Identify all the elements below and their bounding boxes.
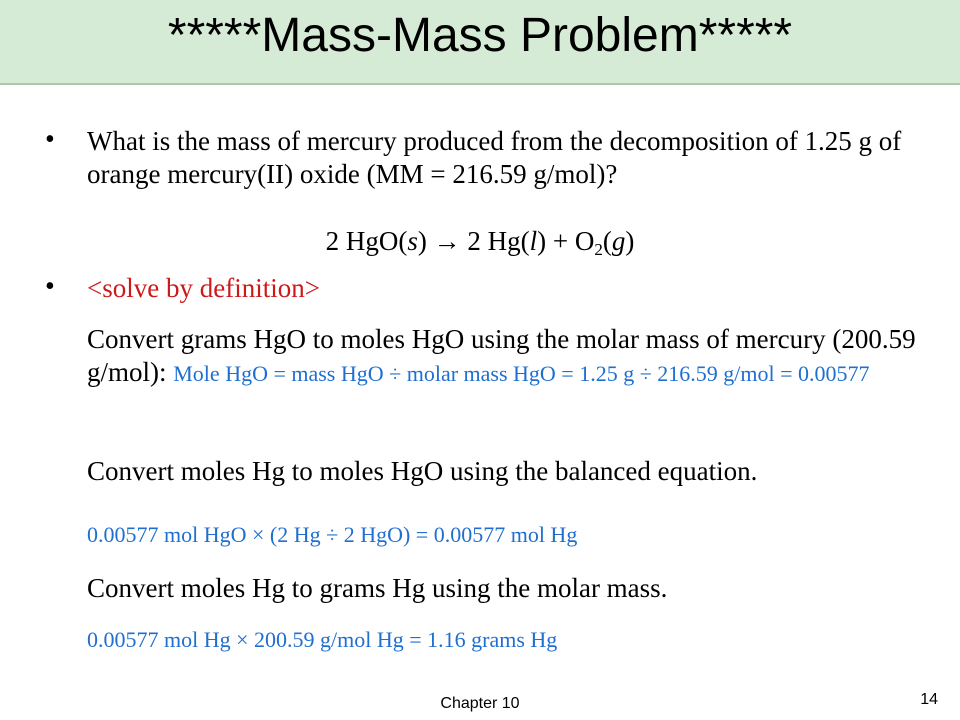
solve-label: <solve by definition> [87,273,320,303]
step3-calc: 0.00577 mol Hg × 200.59 g/mol Hg = 1.16 grams Hg [87,627,558,652]
step1-text: Convert grams HgO to moles HgO using the molar mass of mercury (200.59 g/mol): [87,324,916,387]
slide-title: *****Mass-Mass Problem***** [167,9,793,62]
step3-text: Convert moles Hg to grams Hg using the molar mass. [87,573,668,603]
step2-text: Convert moles Hg to moles HgO using the balanced equation. [87,456,758,486]
step1 [87,323,917,390]
footer-chapter: Chapter 10 [440,695,520,712]
title-bar [0,0,960,85]
page-number: 14 [920,691,938,708]
chemical-equation: 2 HgO(s) → 2 $Hg(l) + O_2(g)$ [325,226,635,259]
step1-calc: Mole HgO = mass HgO ÷ molar mass HgO = 1.25 g ÷ 216.59 g/mol = 0.00577 [173,361,870,386]
step2-calc: 0.00577 mol HgO × (2 Hg ÷ 2 HgO) = 0.00577 mol Hg [87,522,578,547]
question-text: What is the mass of mercury produced from the decomposition of 1.25 g of orange mercury(II) oxide (MM = 216.59 g/mol)? [87,126,902,189]
bullet-1: • [45,124,55,155]
bullet-2: • [45,271,55,302]
